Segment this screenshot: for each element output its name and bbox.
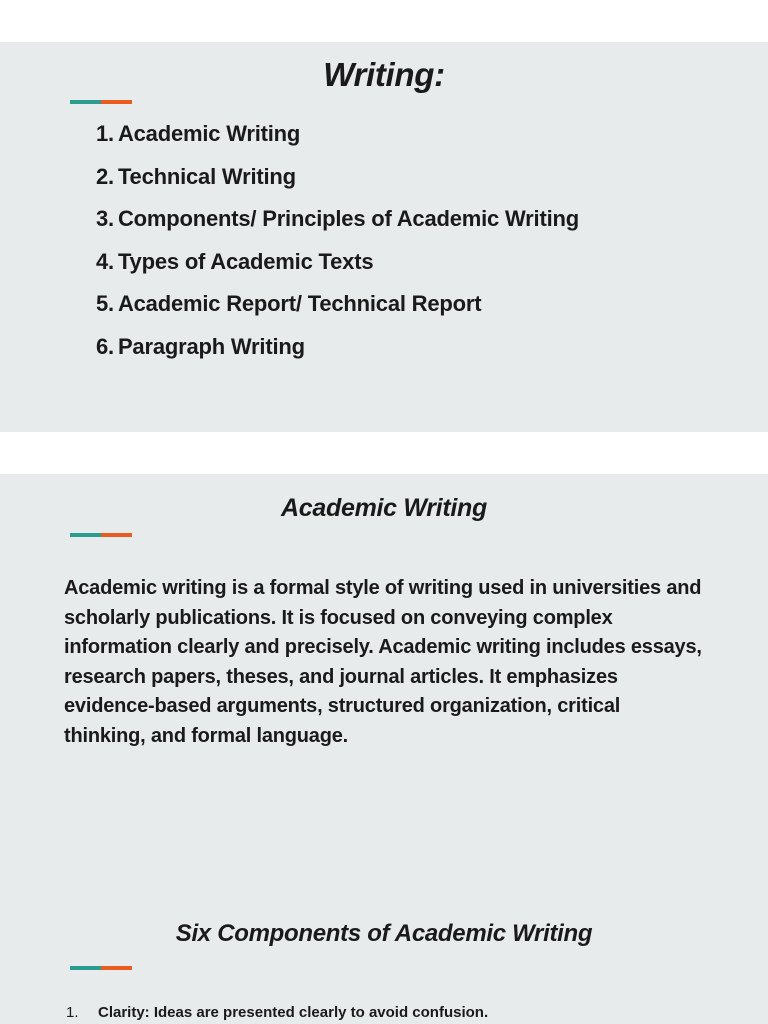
list-item: 1. Clarity: Ideas are presented clearly to avoid confusion. xyxy=(66,1004,489,1021)
list-item: 5. Academic Report/ Technical Report xyxy=(96,291,482,316)
components-list xyxy=(66,1002,488,1024)
slide-academic-writing xyxy=(0,474,768,1024)
topic-list xyxy=(96,120,579,375)
list-item: 4. Types of Academic Texts xyxy=(96,248,374,274)
slide-title: Academic Writing xyxy=(281,494,487,522)
slide-title: Writing: xyxy=(323,56,445,93)
slide-writing-overview xyxy=(0,42,768,432)
accent-bar xyxy=(70,100,132,104)
list-item: 6. Paragraph Writing xyxy=(96,333,305,359)
list-item: 3. Components/ Principles of Academic Writing xyxy=(96,206,579,231)
accent-bar xyxy=(70,966,132,970)
list-item: 2. Technical Writing xyxy=(96,163,296,189)
list-item: 1. Academic Writing xyxy=(96,121,301,146)
definition-paragraph: Academic writing is a formal style of writing used in universities and scholarly publications. It is focused on conveying complex information clearly and precisely. Academic writing includes essays, research papers, theses, and journal articles. It emphasizes evidence-based arguments, structured organization, critical thinking, and formal language. xyxy=(64,577,702,747)
accent-bar xyxy=(70,533,132,537)
section-title: Six Components of Academic Writing xyxy=(175,920,593,947)
